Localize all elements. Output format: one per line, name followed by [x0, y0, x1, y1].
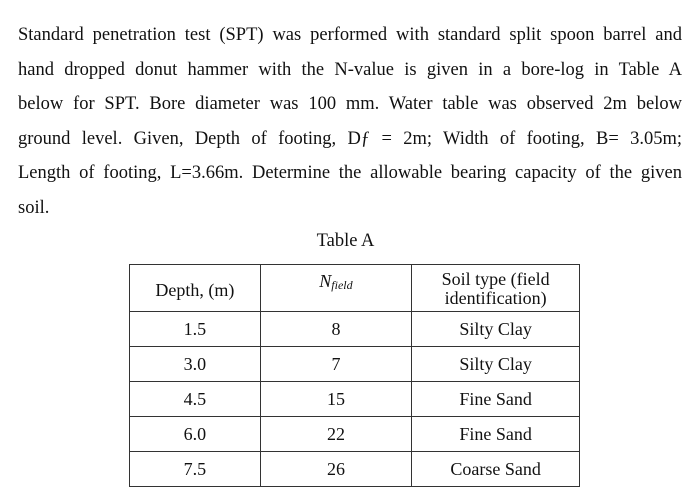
table-row — [130, 312, 580, 347]
cell-n-value: 26 — [260, 452, 412, 487]
problem-line: ground level. Given, Depth of footing, Dƒ = 2m; Width of footing, B= 3.05m; — [18, 128, 682, 149]
cell-n-value: 7 — [260, 347, 412, 382]
problem-line: hand dropped donut hammer with the N-value is given in a bore-log in Table A — [18, 59, 682, 80]
problem-line: below for SPT. Bore diameter was 100 mm. Water table was observed 2m below — [18, 94, 682, 115]
bore-log-table — [129, 264, 580, 487]
table-header-row — [130, 265, 580, 312]
cell-depth: 1.5 — [130, 312, 261, 347]
problem-line: Length of footing, L=3.66m. Determine the allowable bearing capacity of the given — [18, 163, 682, 184]
cell-soil-type: Coarse Sand — [412, 452, 580, 487]
header-n-field — [260, 265, 412, 312]
table-row — [130, 347, 580, 382]
cell-depth: 7.5 — [130, 452, 261, 487]
header-depth-label: Depth, (m) — [155, 279, 235, 300]
table-row — [130, 417, 580, 452]
header-soil-line1: Soil type (field — [441, 268, 550, 289]
cell-n-value: 8 — [260, 312, 412, 347]
cell-soil-type: Silty Clay — [412, 347, 580, 382]
header-depth — [130, 265, 261, 312]
header-soil-type — [412, 265, 580, 312]
cell-depth: 6.0 — [130, 417, 261, 452]
cell-depth: 3.0 — [130, 347, 261, 382]
problem-line: soil. — [18, 197, 50, 218]
header-soil-line2: identification) — [444, 287, 547, 308]
cell-soil-type: Fine Sand — [412, 417, 580, 452]
header-n-subscript: field — [331, 278, 353, 292]
table-row — [130, 382, 580, 417]
problem-statement — [18, 18, 682, 226]
table-body — [130, 312, 580, 487]
cell-soil-type: Fine Sand — [412, 382, 580, 417]
cell-depth: 4.5 — [130, 382, 261, 417]
table-row — [130, 452, 580, 487]
cell-n-value: 22 — [260, 417, 412, 452]
table-caption: Table A — [316, 231, 375, 251]
problem-line: Standard penetration test (SPT) was performed with standard split spoon barrel and — [18, 25, 682, 45]
header-n-label: N — [319, 271, 332, 291]
cell-n-value: 15 — [260, 382, 412, 417]
cell-soil-type: Silty Clay — [412, 312, 580, 347]
